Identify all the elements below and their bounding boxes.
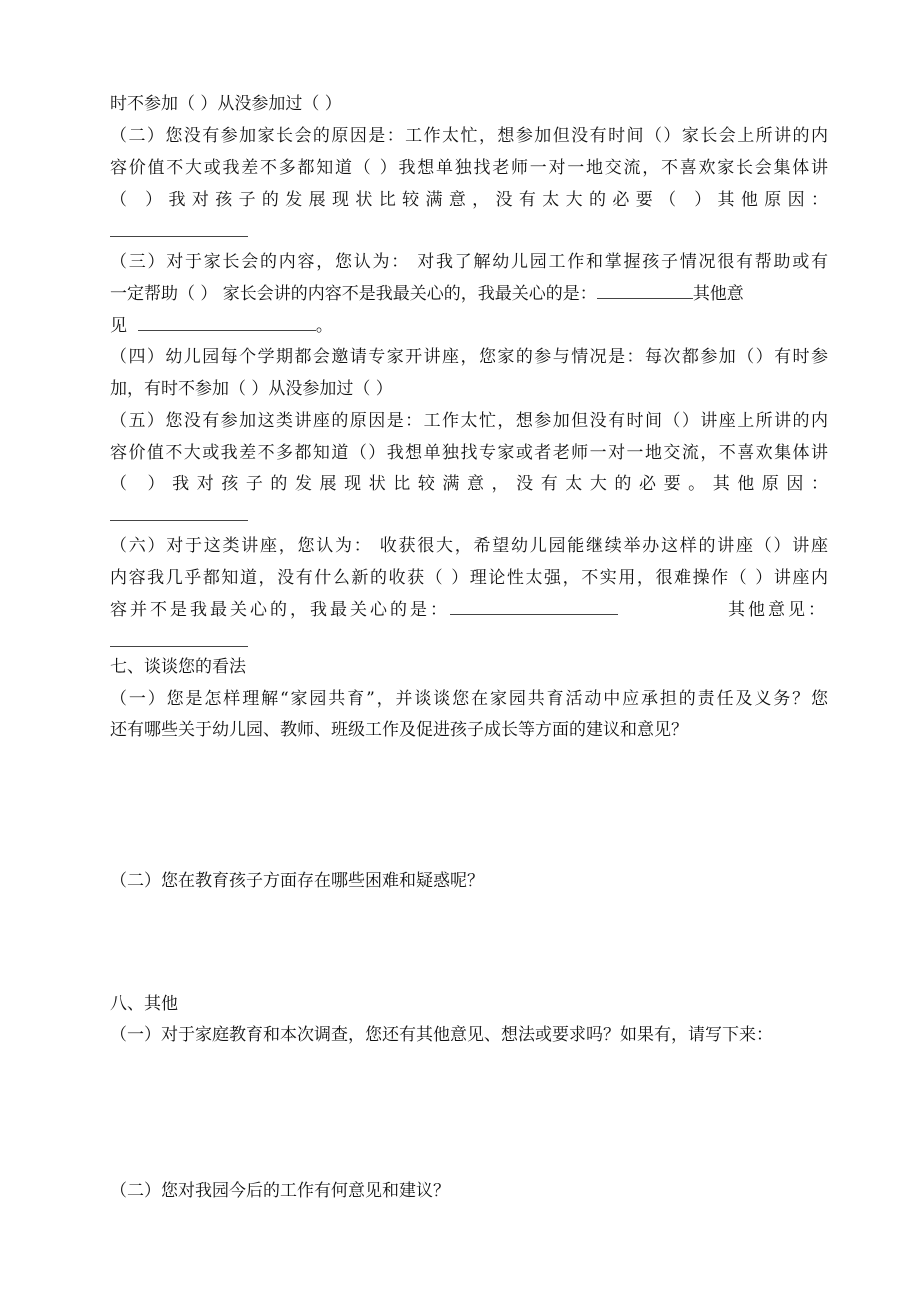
text-line: 时不参加（ ）从没参加过（ ） (110, 94, 342, 114)
section-7-heading: 七、谈谈您的看法 (110, 657, 246, 677)
opinion-label: 见 (110, 316, 127, 336)
question-3-line-1: （三）对于家长会的内容，您认为： 对我了解幼儿园工作和掌握孩子情况很有帮助或有 (110, 252, 828, 272)
question-7-1-line-2: 还有哪些关于幼儿园、教师、班级工作及促进孩子成长等方面的建议和意见？ (110, 720, 688, 740)
other-opinion-label: 其他意见： (728, 600, 828, 620)
opinion-blank[interactable] (138, 316, 316, 331)
lecture-opinion-blank[interactable] (110, 632, 248, 652)
question-7-1-line-1: （一）您是怎样理解“家园共育”，并谈谈您在家园共育活动中应承担的责任及义务？您 (110, 689, 828, 709)
other-reason-blank[interactable] (110, 222, 248, 242)
question-4-line-2: 加，有时不参加（ ）从没参加过（ ） (110, 379, 393, 399)
period: 。 (315, 316, 333, 336)
section-8-heading: 八、其他 (110, 994, 178, 1014)
most-concern-blank[interactable] (597, 284, 693, 299)
question-2-reasons-line-2: 容价值不大或我差不多都知道（ ）我想单独找老师一对一地交流，不喜欢家长会集体讲 (110, 158, 828, 178)
other-opinion-label: 其他意 (692, 284, 744, 304)
question-5-line-1: （五）您没有参加这类讲座的原因是：工作太忙，想参加但没有时间（）讲座上所讲的内 (110, 411, 828, 431)
lecture-other-reason-blank[interactable] (110, 506, 248, 526)
question-2-reasons-line-3: （ ）我对孩子的发展现状比较满意，没有太大的必要（ ）其他原因： (110, 190, 828, 210)
question-3-line-2 (110, 284, 744, 304)
question-5-line-3: （ ）我对孩子的发展现状比较满意，没有太大的必要。其他原因： (110, 474, 828, 494)
question-6-line-2: 内容我几乎都知道，没有什么新的收获（ ）理论性太强，不实用，很难操作（ ）讲座内 (110, 568, 828, 588)
question-7-2: （二）您在教育孩子方面存在哪些困难和疑惑呢？ (110, 871, 484, 891)
question-8-2: （二）您对我园今后的工作有何意见和建议？ (110, 1181, 450, 1201)
question-6-line-1: （六）对于这类讲座，您认为： 收获很大，希望幼儿园能继续举办这样的讲座（）讲座 (110, 536, 828, 556)
question-2-reasons-line-1: （二）您没有参加家长会的原因是：工作太忙，想参加但没有时间（）家长会上所讲的内 (110, 126, 828, 146)
question-5-line-2: 容价值不大或我差不多都知道（）我想单独找专家或者老师一对一地交流，不喜欢集体讲 (110, 443, 828, 463)
question-3-line-3 (110, 316, 333, 336)
question-6-text: 容并不是我最关心的，我最关心的是： (110, 600, 450, 620)
question-4-line-1: （四）幼儿园每个学期都会邀请专家开讲座，您家的参与情况是：每次都参加（）有时参 (110, 347, 828, 367)
lecture-concern-blank[interactable] (450, 600, 618, 615)
question-6-line-3 (110, 600, 828, 620)
question-3-text: 一定帮助（ ） 家长会讲的内容不是我最关心的，我最关心的是： (110, 284, 597, 304)
question-8-1: （一）对于家庭教育和本次调查，您还有其他意见、想法或要求吗？如果有，请写下来： (110, 1025, 773, 1045)
